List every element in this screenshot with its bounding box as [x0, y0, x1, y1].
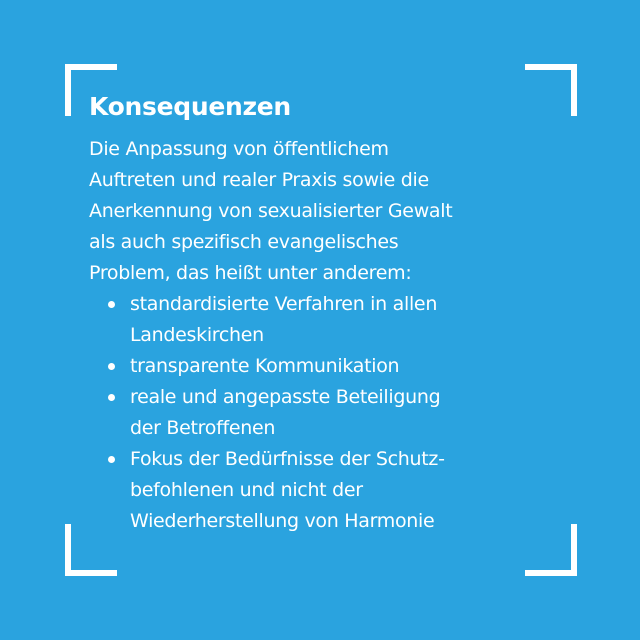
intro-text: Die Anpassung von öffentlichem Auftreten und realer Praxis sowie die Anerkennung von sexualisierter Gewalt als auch spezifisch evangelisches Problem, das heißt unter anderem:: [89, 138, 453, 284]
bullet-dot-icon: [108, 456, 115, 463]
list-item-text: standardisierte Verfahren in allen Landeskirchen: [130, 293, 438, 346]
list-item-text: transparente Kommunikation: [130, 355, 400, 377]
list-item: [130, 289, 549, 351]
list-item-text: reale und angepasste Beteiligung der Betroffenen: [130, 386, 441, 439]
bullet-dot-icon: [108, 363, 115, 370]
bullet-list: [89, 289, 549, 537]
page-title: Konsequenzen: [89, 92, 291, 121]
content-block: [89, 90, 549, 537]
bullet-dot-icon: [108, 394, 115, 401]
bullet-dot-icon: [108, 301, 115, 308]
list-item: [130, 382, 549, 444]
list-item: [130, 351, 549, 382]
list-item-text: Fokus der Bedürfnisse der Schutz- befohlenen und nicht der Wiederherstellung von Harmonie: [130, 448, 445, 532]
list-item: [130, 444, 549, 537]
